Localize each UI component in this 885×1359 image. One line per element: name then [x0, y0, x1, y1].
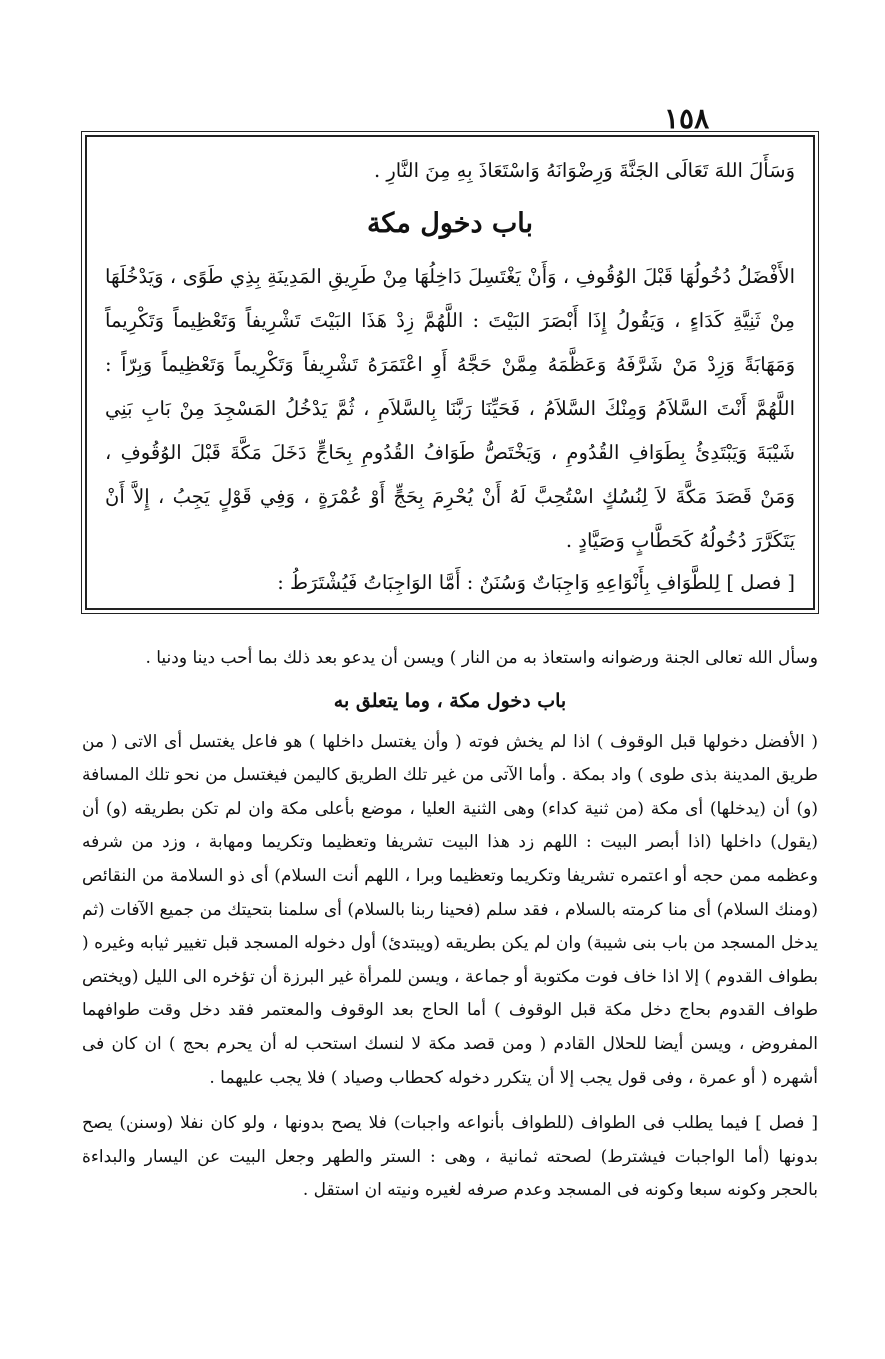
sharh-body: ( الأفضل دخولها قبل الوقوف ) اذا لم يخش فوته ( وأن يغتسل داخلها ) هو فاعل يغتسل أى الاتى ( من طريق المدينة بذى طوى ) واد بمكة . وأما الآتى من غير تلك الطريق كاليمن فيغتسل من نحو تلك المسافة (و) أن (يدخلها) أى مكة (من ثنية كداء) وهى الثنية العليا ، موضع بأعلى مكة وان لم تكن بطريقه (و) أن (يقول) داخلها (اذا أبصر البيت : اللهم زد هذا البيت تشريفا وتعظيما وتكريما ومهابة ، وزد من شرفه وعظمه ممن حجه أو اعتمره تشريفا وتكريما وتعظيما وبرا ، اللهم أنت السلام) أى ذو السلامة من النقائص (ومنك السلام) أى منا كرمته بالسلام ، فقد سلم (فحينا ربنا بالسلام) أى سلمنا بتحيتك من جميع الآفات (ثم يدخل المسجد من باب بنى شيبة) وان لم يكن بطريقه (ويبتدئ) أول دخوله المسجد قبل تغيير ثيابه وغيره ( بطواف القدوم ) إلا اذا خاف فوت مكتوبة أو جماعة ، ويسن للمرأة غير البرزة أن تؤخره الى الليل (ويختص طواف القدوم بحاج دخل مكة قبل الوقوف ) أما الحاج بعد الوقوف والمعتمر فقد دخل وقت طوافهما المفروض ، ويسن أيضا للحلال القادم ( ومن قصد مكة لا لنسك استحب له أن يحرم بحج ) ان كان فى أشهره ( أو عمرة ، وفى قول يجب إلا أن يتكرر دخوله كحطاب وصياد ) فلا يجب عليهما . [82, 731, 819, 1088]
matn-chapter-heading: باب دخول مكة [366, 208, 534, 239]
matn-text [87, 137, 813, 603]
sharh-chapter-heading: باب دخول مكة ، وما يتعلق به [333, 689, 567, 712]
page-number: ١٥٨ [664, 102, 710, 135]
matn-section-heading: [ فصل ] لِلطَّوَافِ بِأَنْوَاعِهِ وَاجِبَاتٌ وَسُنَنٌ : أَمَّا الوَاجِبَاتُ فَيُشْتَرَطُ : [277, 571, 795, 594]
matn-intro-line: وَسَأَلَ اللهَ تَعَالَى الجَنَّةَ وَرِضْوَانَهُ وَاسْتَعَاذَ بِهِ مِنَ النَّارِ . [373, 159, 795, 182]
sharh-section: [ فصل ] فيما يطلب فى الطواف (للطواف بأنواعه واجبات) فلا يصح بدونها ، ولو كان نفلا (وسنن) يصح بدونها (أما الواجبات فيشترط) لصحته ثمانية ، وهى : الستر والطهر وجعل البيت عن اليسار والبداءة بالحجر وكونه سبعا وكونه فى المسجد وعدم صرفه لغيره ونيته ان استقل . [82, 1113, 818, 1201]
sharh-commentary [82, 642, 818, 1208]
sharh-intro-line: وسأل الله تعالى الجنة ورضوانه واستعاذ به من النار ) ويسن أن يدعو بعد ذلك بما أحب دينا ودنيا . [145, 648, 818, 668]
paragraph-spacer [82, 1095, 818, 1107]
matn-body: الأَفْضَلُ دُخُولُهَا قَبْلَ الوُقُوفِ ، وَأَنْ يَغْتَسِلَ دَاخِلُهَا مِنْ طَرِيقِ المَدِينَةِ بِذِي طَوًى ، وَيَدْخُلَهَا مِنْ ثَنِيَّةِ كَدَاءٍ ، وَيَقُولُ إِذَا أَبْصَرَ البَيْتَ : اللَّهُمَّ زِدْ هَذَا البَيْتَ تَشْرِيفاً وَتَعْظِيماً وَتَكْرِيماً وَمَهَابَةً وَزِدْ مَنْ شَرَّفَهُ وَعَظَّمَهُ مِمَّنْ حَجَّهُ أَوِ اعْتَمَرَهُ تَشْرِيفاً وَتَكْرِيماً وَتَعْظِيماً وَبِرّاً : اللَّهُمَّ أَنْتَ السَّلاَمُ وَمِنْكَ السَّلاَمُ ، فَحَيِّنَا رَبَّنَا بِالسَّلاَمِ ، ثُمَّ يَدْخُلُ المَسْجِدَ مِنْ بَابِ بَنِي شَيْبَةَ وَيَبْتَدِئُ بِطَوَافِ القُدُومِ ، وَيَخْتَصُّ طَوَافُ القُدُومِ بِحَاجٍّ دَخَلَ مَكَّةَ قَبْلَ الوُقُوفِ ، وَمَنْ قَصَدَ مَكَّةَ لاَ لِنُسُكٍ اسْتُحِبَّ لَهُ أَنْ يُحْرِمَ بِحَجٍّ أَوْ عُمْرَةٍ ، وَفِي قَوْلٍ يَجِبُ ، إِلاَّ أَنْ يَتَكَرَّرَ دُخُولُهُ كَحَطَّابٍ وَصَيَّادٍ . [105, 265, 795, 552]
matn-frame [85, 135, 815, 610]
